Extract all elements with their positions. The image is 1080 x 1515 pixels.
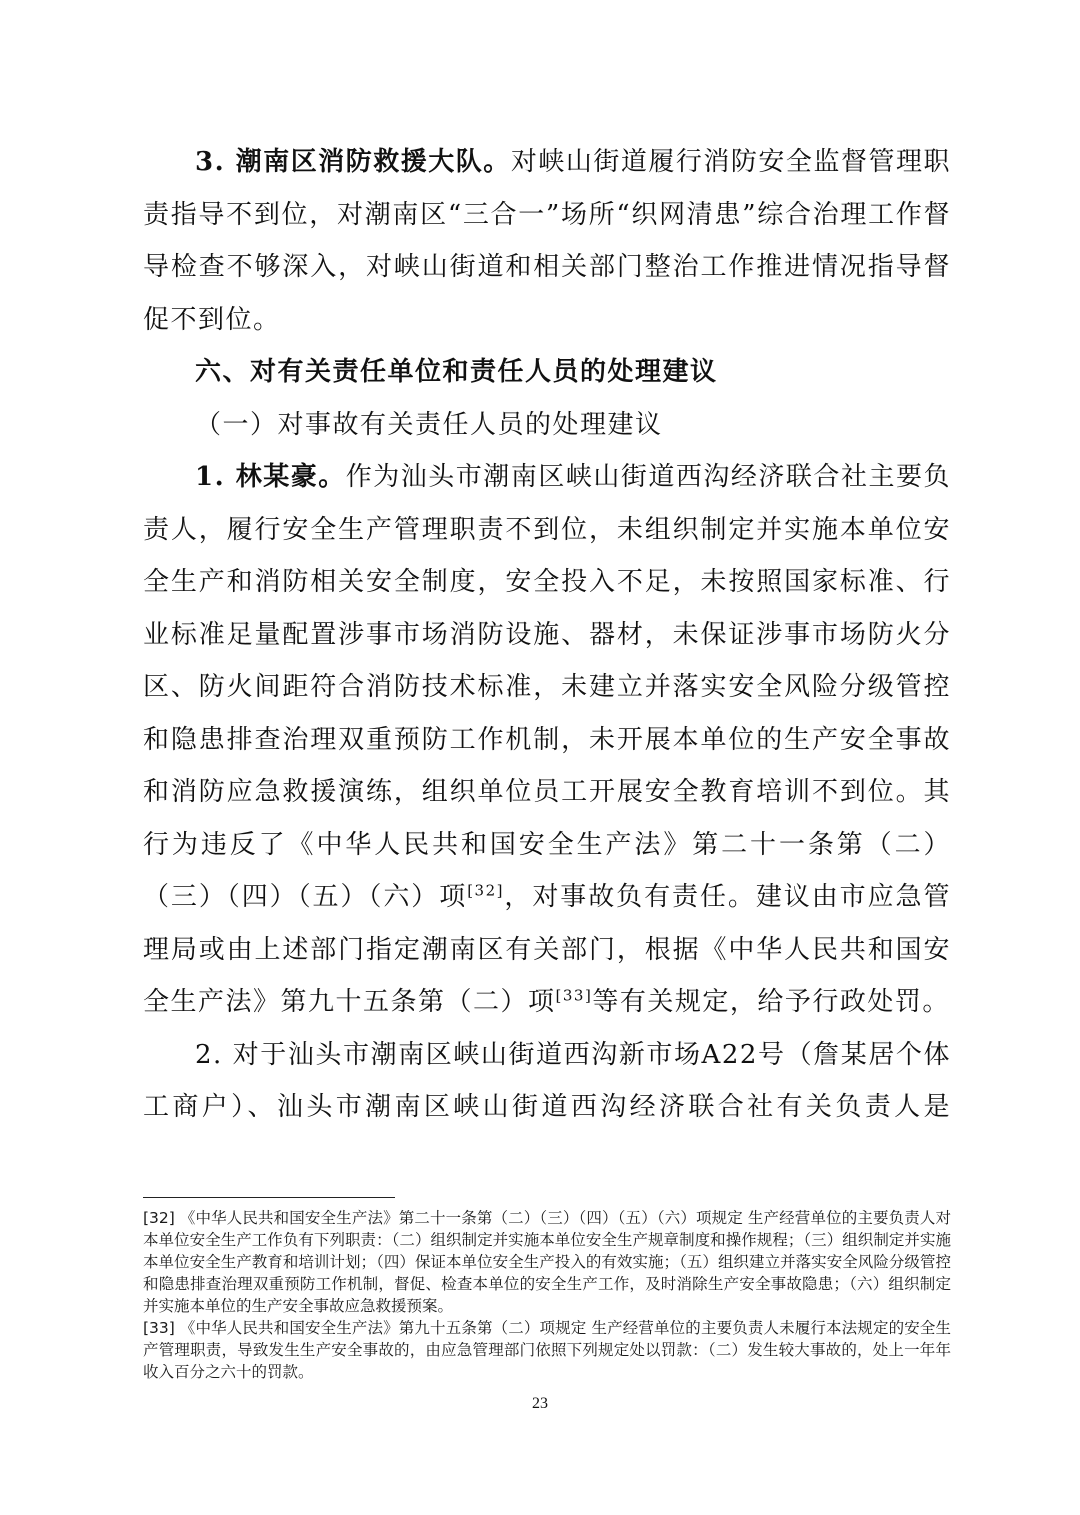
paragraph-lead: 1. 林某豪。 [195, 462, 346, 492]
page-number: 23 [532, 1395, 548, 1412]
paragraph-lin [143, 451, 951, 1029]
footnote-33: [33] 《中华人民共和国安全生产法》第九十五条第（二）项规定 生产经营单位的主要负责人未履行本法规定的安全生产管理职责，导致发生生产安全事故的，由应急管理部门依照下列规定处以罚款：（二）发生较大事故的，处上一年年收入百分之六十的罚款。 [143, 1319, 951, 1381]
body-text [143, 136, 951, 1134]
footnote-ref-33[interactable]: [33] [555, 986, 593, 1005]
section-heading: 六、对有关责任单位和责任人员的处理建议 [195, 357, 718, 387]
paragraph-text: 作为汕头市潮南区峡山街道西沟经济联合社主要负责人，履行安全生产管理职责不到位，未组织制定并实施本单位安全生产和消防相关安全制度，安全投入不足，未按照国家标准、行业标准足量配置涉事市场消防设施、器材，未保证涉事市场防火分区、防火间距符合消防技术标准，未建立并落实安全风险分级管控和隐患排查治理双重预防工作机制，未开展本单位的生产安全事故和消防应急救援演练，组织单位员工开展安全教育培训不到位。其行为违反了《中华人民共和国安全生产法》第二十一条第（二）（三）（四）（五）（六）项 [143, 462, 951, 912]
paragraph-text: ，对事故负有责任。建议由市应急管理局或由上述部门指定潮南区有关部门，根据《中华人民共和国安全生产法》第九十五条第（二）项 [143, 882, 951, 1017]
paragraph-fire-brigade [143, 136, 951, 346]
paragraph-lead: 3. 潮南区消防救援大队。 [195, 147, 511, 177]
paragraph-a22: 2. 对于汕头市潮南区峡山街道西沟新市场A22号（詹某居个体工商户）、汕头市潮南区峡山街道西沟经济联合社有关负责人是 [143, 1039, 951, 1122]
paragraph-text: 等有关规定，给予行政处罚。 [592, 987, 950, 1017]
footnotes [143, 1207, 951, 1383]
paragraph-text: 对峡山街道履行消防安全监督管理职责指导不到位，对潮南区“三合一”场所“织网清患”综合治理工作督导检查不够深入，对峡山街道和相关部门整治工作推进情况指导督促不到位。 [143, 147, 951, 335]
footnote-divider [143, 1197, 395, 1198]
subsection-heading: （一）对事故有关责任人员的处理建议 [195, 409, 663, 440]
footnote-ref-32[interactable]: [32] [467, 881, 504, 900]
footnote-32: [32] 《中华人民共和国安全生产法》第二十一条第（二）（三）（四）（五）（六）项规定 生产经营单位的主要负责人对本单位安全生产工作负有下列职责：（二）组织制定并实施本单位安全生产规章制度和操作规程；（三）组织制定并实施本单位安全生产教育和培训计划；（四）保证本单位安全生产投入的有效实施；（五）组织建立并落实安全风险分级管控和隐患排查治理双重预防工作机制，督促、检查本单位的安全生产工作，及时消除生产安全事故隐患；（六）组织制定并实施本单位的生产安全事故应急救援预案。 [143, 1209, 951, 1315]
